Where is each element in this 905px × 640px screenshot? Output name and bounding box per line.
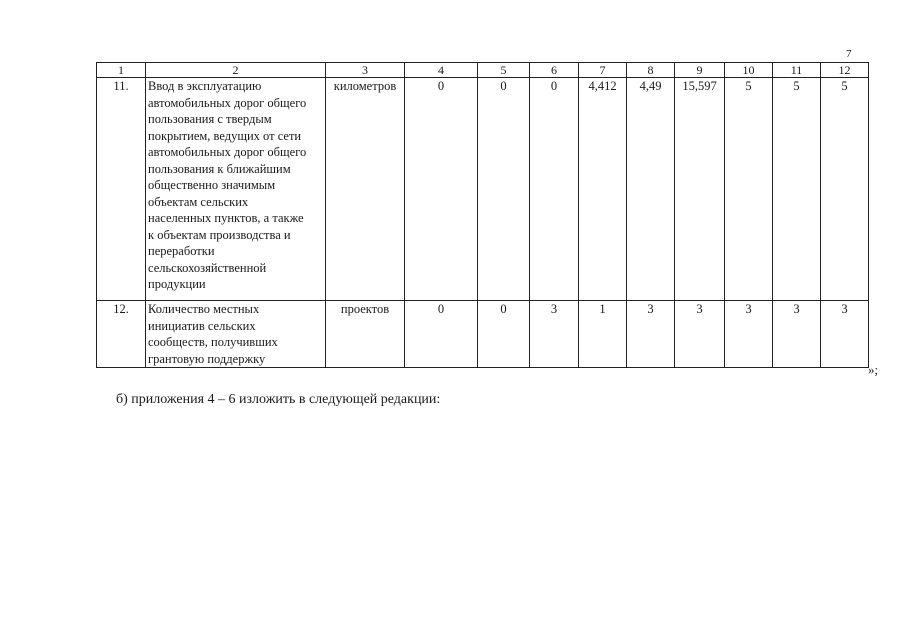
indicator-name <box>146 78 326 301</box>
indicator-name-line: Ввод в эксплуатацию <box>148 79 262 93</box>
value-cell: 3 <box>627 301 675 368</box>
indicator-name-line: грантовую поддержку <box>148 351 266 366</box>
value-cell: 0 <box>405 301 478 368</box>
column-header: 10 <box>725 63 773 78</box>
column-header: 8 <box>627 63 675 78</box>
table-row <box>97 301 869 368</box>
column-header: 12 <box>821 63 869 78</box>
row-number: 12. <box>97 301 146 368</box>
indicator-name-line: сообществ, получивших <box>148 335 278 349</box>
value-cell: 0 <box>405 78 478 301</box>
value-cell: 0 <box>478 301 530 368</box>
table-header-row <box>97 63 869 78</box>
value-cell: 3 <box>530 301 579 368</box>
value-cell: 3 <box>725 301 773 368</box>
indicator-name-line: автомобильных дорог общего <box>148 145 307 159</box>
unit-cell: проектов <box>326 301 405 368</box>
column-header: 7 <box>579 63 627 78</box>
value-cell: 4,412 <box>579 78 627 301</box>
column-header: 1 <box>97 63 146 78</box>
unit-cell: километров <box>326 78 405 301</box>
indicator-name-line: населенных пунктов, а также <box>148 211 304 225</box>
value-cell: 0 <box>478 78 530 301</box>
indicator-name-line: пользования с твердым <box>148 112 272 126</box>
value-cell: 4,49 <box>627 78 675 301</box>
indicator-name-line: общественно значимым <box>148 178 276 192</box>
indicator-name-line: Количество местных <box>148 302 260 316</box>
value-cell: 1 <box>579 301 627 368</box>
column-header: 9 <box>675 63 725 78</box>
value-cell: 15,597 <box>675 78 725 301</box>
indicator-name-line: к объектам производства и <box>148 227 291 242</box>
indicator-name-line: продукции <box>148 277 206 291</box>
column-header: 11 <box>773 63 821 78</box>
value-cell: 3 <box>821 301 869 368</box>
indicator-name-line: пользования к ближайшим <box>148 161 291 176</box>
column-header: 4 <box>405 63 478 78</box>
column-header: 2 <box>146 63 326 78</box>
value-cell: 5 <box>725 78 773 301</box>
page-number: 7 <box>846 48 852 60</box>
value-cell: 3 <box>773 301 821 368</box>
column-header: 6 <box>530 63 579 78</box>
table-row <box>97 78 869 301</box>
indicator-name-line: покрытием, ведущих от сети <box>148 128 302 143</box>
value-cell: 5 <box>821 78 869 301</box>
indicator-name-line: сельскохозяйственной <box>148 260 267 275</box>
row-number: 11. <box>97 78 146 301</box>
value-cell: 3 <box>675 301 725 368</box>
closing-quote-mark: »; <box>868 362 879 377</box>
column-header: 5 <box>478 63 530 78</box>
value-cell: 0 <box>530 78 579 301</box>
column-header: 3 <box>326 63 405 78</box>
indicator-name-line: инициатив сельских <box>148 318 256 333</box>
indicator-name-line: автомобильных дорог общего <box>148 95 307 110</box>
indicators-table <box>96 62 869 368</box>
indicator-name <box>146 301 326 368</box>
amendment-paragraph: б) приложения 4 – 6 изложить в следующей редакции: <box>116 392 441 407</box>
indicator-name-line: объектам сельских <box>148 194 249 209</box>
value-cell: 5 <box>773 78 821 301</box>
indicator-name-line: переработки <box>148 244 215 258</box>
